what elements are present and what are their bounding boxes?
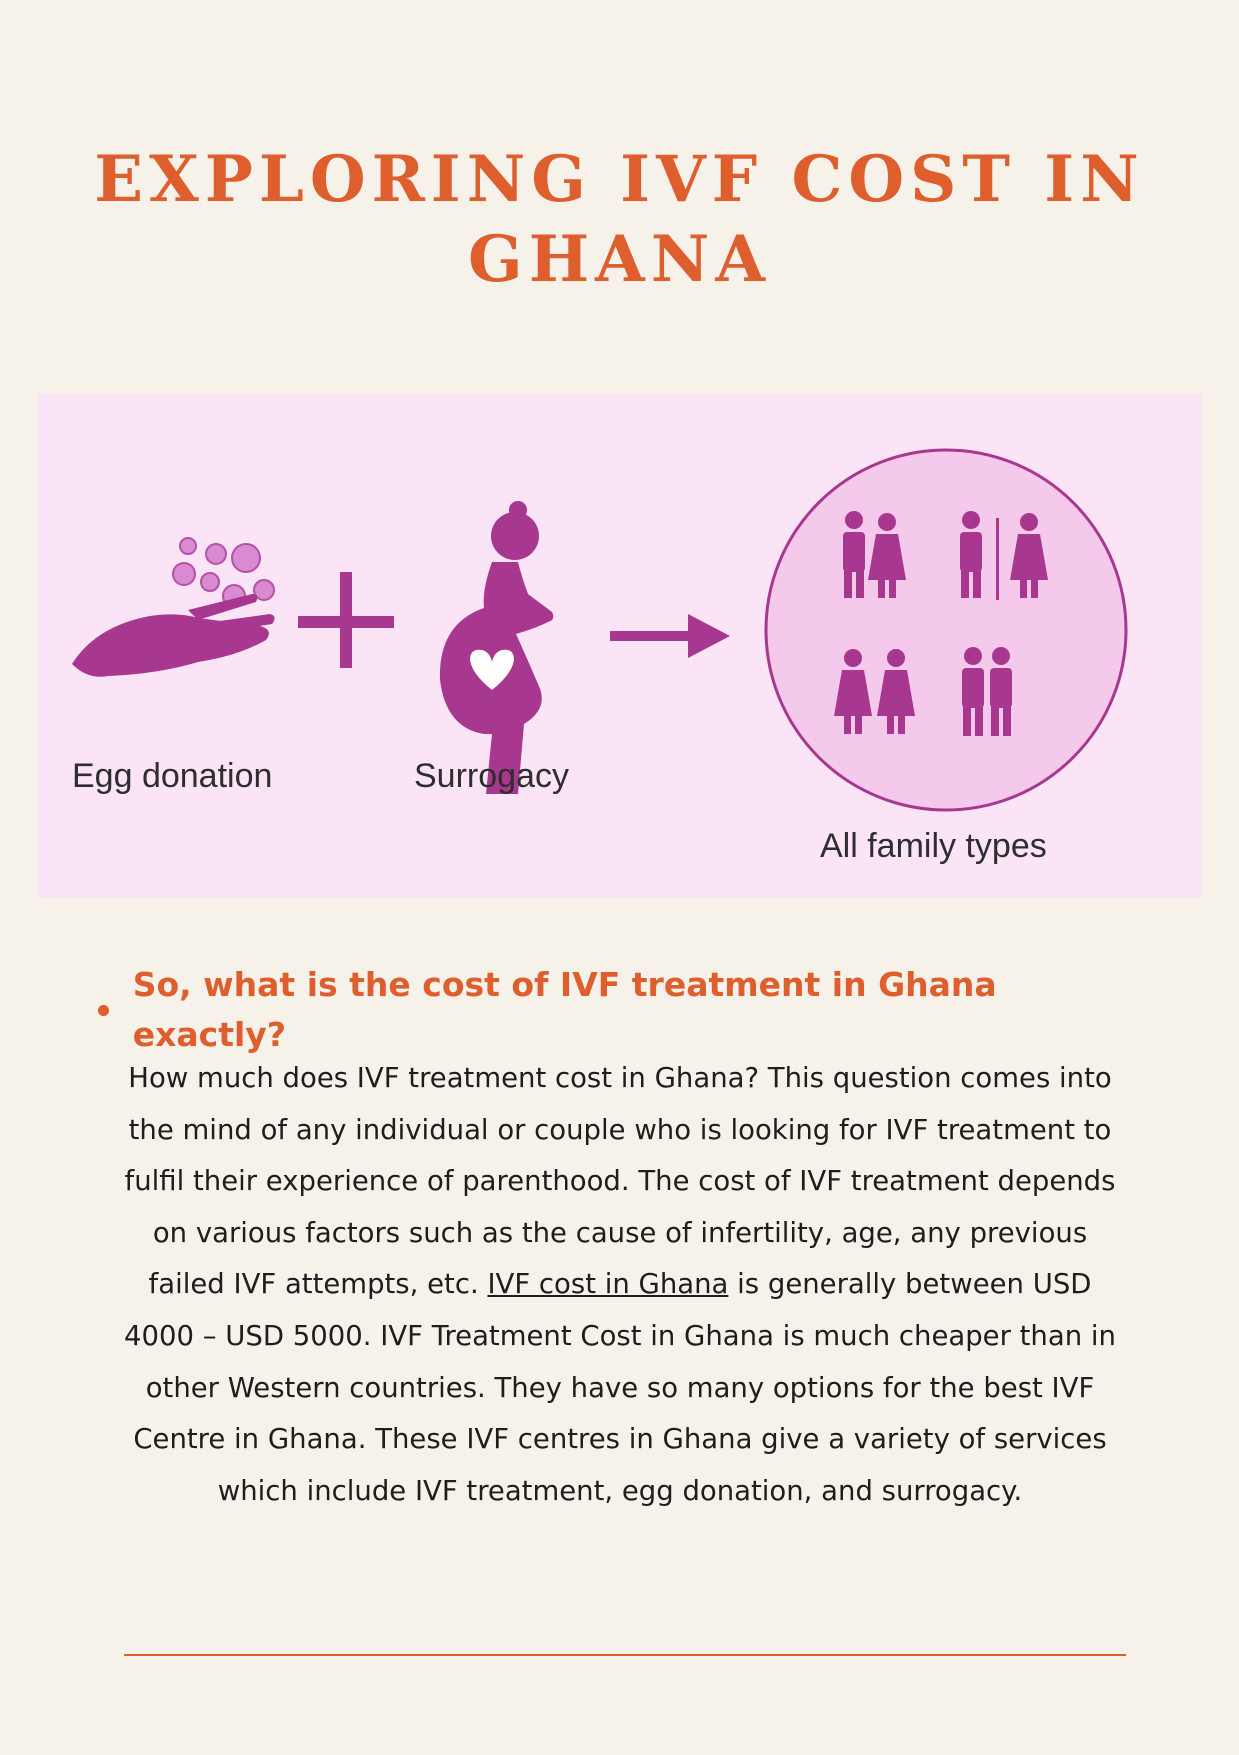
ivf-cost-link[interactable]: IVF cost in Ghana: [487, 1268, 729, 1301]
paragraph-text-before-link: How much does IVF treatment cost in Ghana? This question comes into the mind of any individual or couple who is looking for IVF treatment to fulfil their experience of parenthood. The cost of IVF treatment depends on various factors such as the cause of infertility, age, any previous failed IVF attempts, etc.: [124, 1062, 1116, 1301]
surrogacy-label: Surrogacy: [414, 757, 569, 795]
hand-icon: [72, 594, 275, 677]
arrow-right-icon: [610, 614, 730, 658]
family-types-icon: [766, 450, 1126, 810]
section-heading-text: So, what is the cost of IVF treatment in Ghana exactly?: [132, 965, 997, 1054]
bullet-icon: [98, 1005, 109, 1016]
eggs-icon: [173, 538, 274, 607]
paragraph-text-after-link: is generally between USD 4000 – USD 5000. IVF Treatment Cost in Ghana is much cheaper than in other Western countries. They have so many options for the best IVF Centre in Ghana. These IVF centres in Ghana give a variety of services which include IVF treatment, egg donation, and surrogacy.: [124, 1268, 1116, 1507]
egg-donation-label: Egg donation: [72, 757, 273, 795]
page-title: EXPLORING IVF COST IN GHANA: [94, 142, 1145, 297]
body-paragraph: [115, 1053, 1125, 1517]
section-heading: [95, 960, 1135, 1060]
section-divider: [124, 1654, 1126, 1656]
all-family-types-label: All family types: [820, 827, 1047, 865]
plus-icon: [298, 572, 394, 668]
illustration-graphic: [38, 394, 1202, 898]
ivf-options-illustration: [38, 394, 1202, 898]
pregnant-woman-icon: [440, 501, 553, 794]
